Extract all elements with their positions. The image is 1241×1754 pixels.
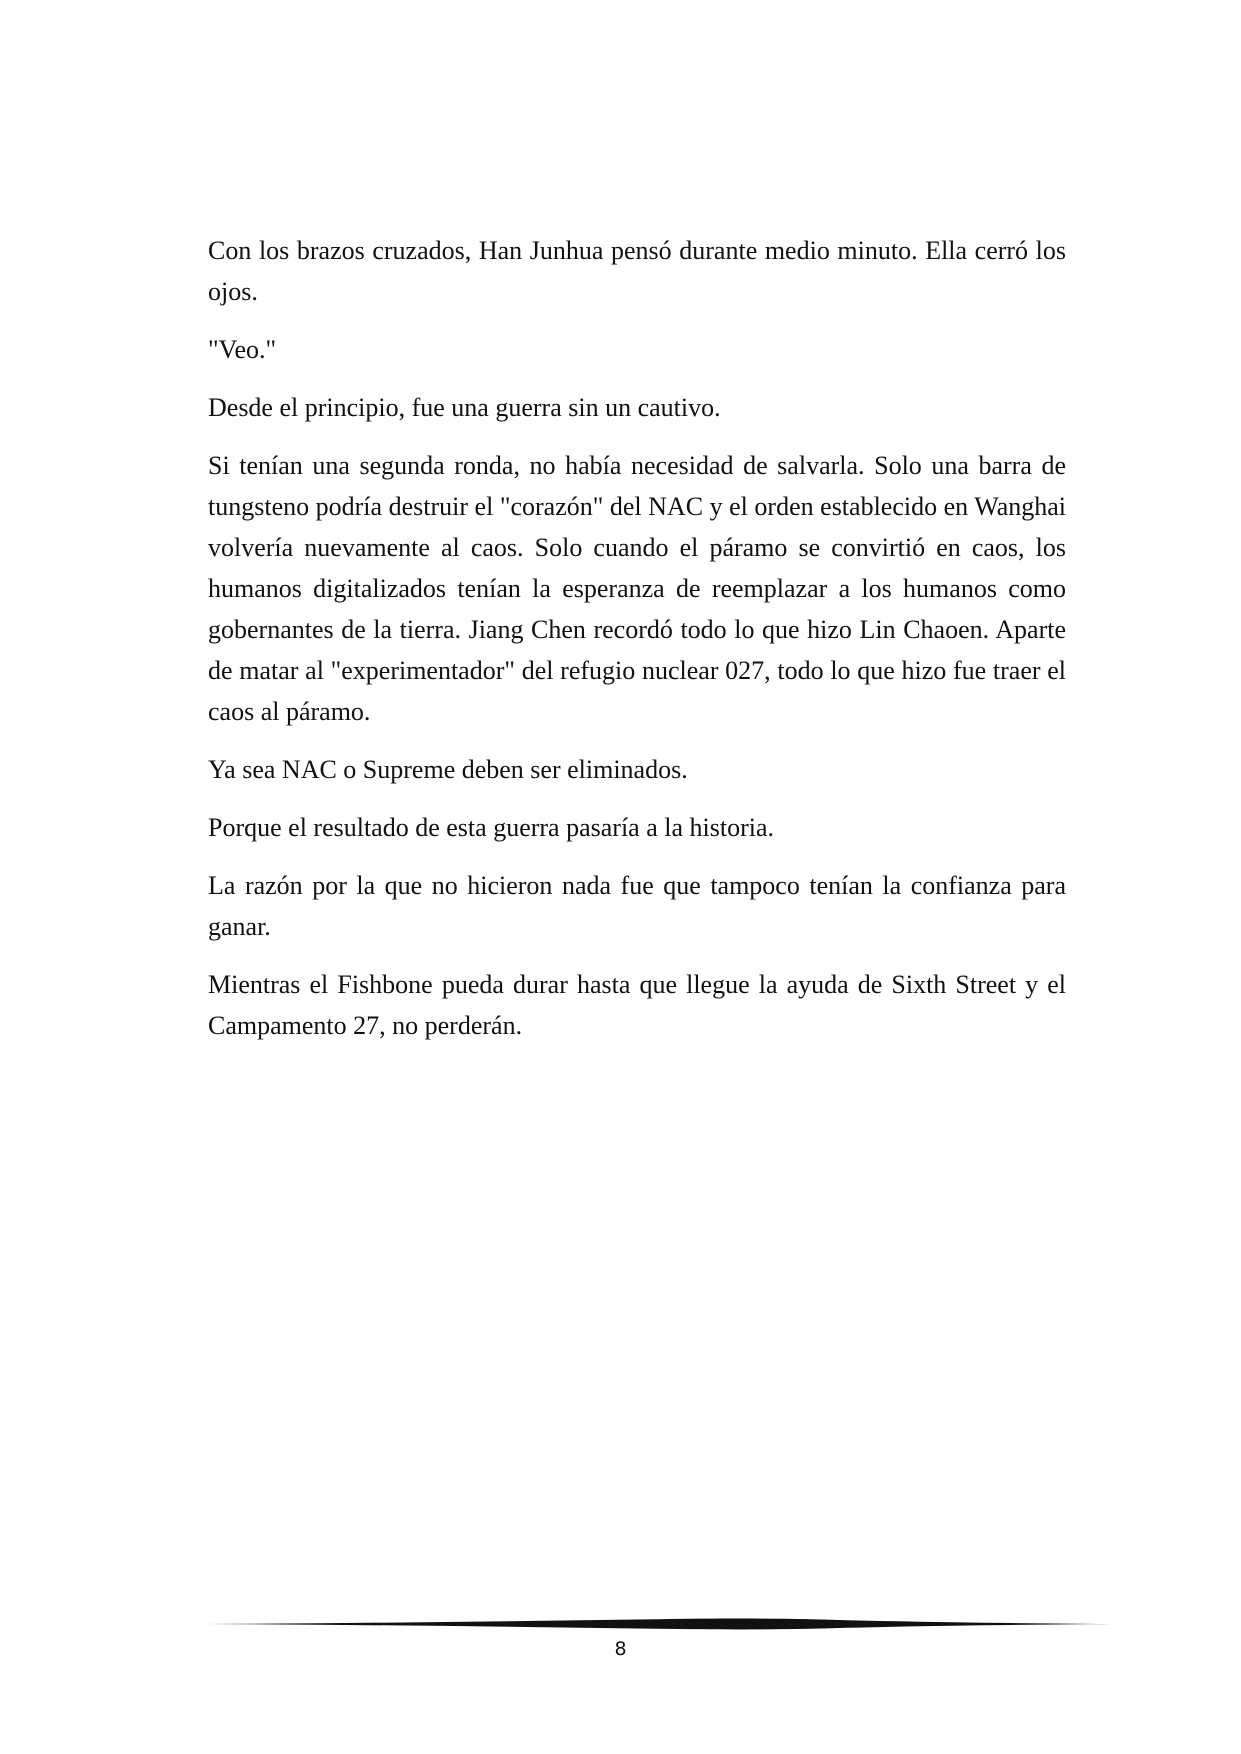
paragraph-1: Con los brazos cruzados, Han Junhua pensó durante medio minuto. Ella cerró los ojos.	[208, 236, 1066, 306]
paragraph-7: La razón por la que no hicieron nada fue que tampoco tenían la confianza para ganar.	[208, 871, 1066, 941]
paragraph-4: Si tenían una segunda ronda, no había necesidad de salvarla. Solo una barra de tungsteno podría destruir el "corazón" del NAC y el orden establecido en Wanghai volvería nuevamente al caos. Solo cuando el páramo se convirtió en caos, los humanos digitalizados tenían la esperanza de reemplazar a los humanos como gobernantes de la tierra. Jiang Chen recordó todo lo que hizo Lin Chaoen. Aparte de matar al "experimentador" del refugio nuclear 027, todo lo que hizo fue traer el caos al páramo.	[208, 451, 1066, 726]
footer-divider	[208, 1617, 1112, 1631]
paragraph-6: Porque el resultado de esta guerra pasaría a la historia.	[208, 813, 774, 842]
paragraph-8: Mientras el Fishbone pueda durar hasta que llegue la ayuda de Sixth Street y el Campamento 27, no perderán.	[208, 970, 1066, 1040]
page-number: 8	[614, 1638, 627, 1660]
paragraph-2: "Veo."	[208, 335, 277, 364]
paragraph-3: Desde el principio, fue una guerra sin un cautivo.	[208, 393, 721, 422]
body-text	[208, 230, 1066, 1063]
paragraph-5: Ya sea NAC o Supreme deben ser eliminados.	[208, 755, 688, 784]
